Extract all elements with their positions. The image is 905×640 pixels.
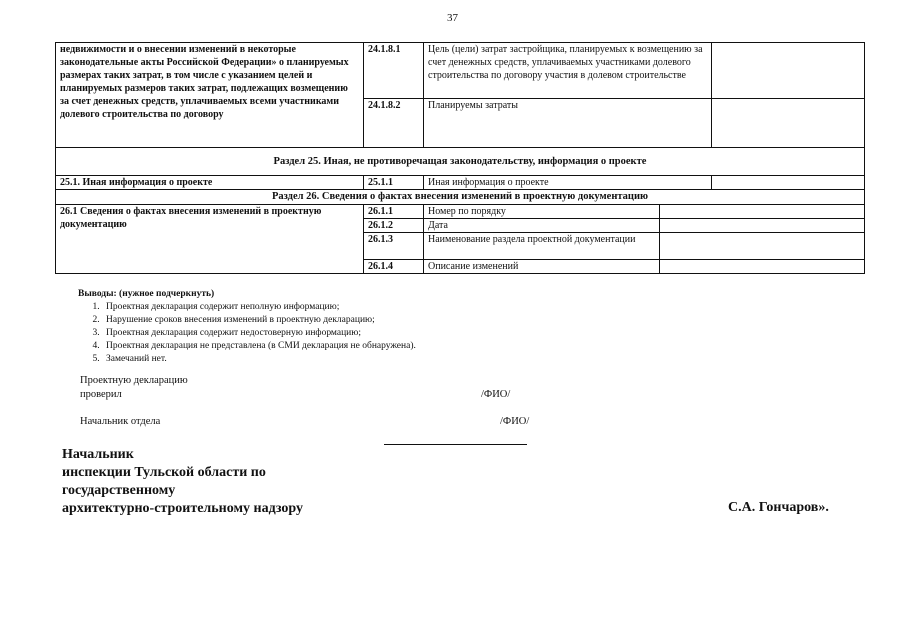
table-row <box>56 190 865 205</box>
value-cell <box>712 176 865 190</box>
table-row <box>56 176 865 190</box>
conclusion-item: 2. Нарушение сроков внесения изменений в проектную декларацию; <box>102 314 416 327</box>
checked-label-line2: проверил <box>80 389 122 400</box>
row-code: 26.1.3 <box>364 233 424 260</box>
section26-left-cell: 26.1 Сведения о фактах внесения изменений в проектную документацию <box>56 205 364 274</box>
row-text: Планируемы затраты <box>424 99 712 148</box>
row-code: 24.1.8.1 <box>364 43 424 99</box>
conclusion-item: 5. Замечаний нет. <box>102 353 416 366</box>
row-text: Дата <box>424 219 660 233</box>
chief-line: Начальник <box>62 447 134 462</box>
chief-line: государственному <box>62 483 176 498</box>
section25-header: Раздел 25. Иная, не противоречащая законодательству, информация о проекте <box>56 148 865 176</box>
row-text: Номер по порядку <box>424 205 660 219</box>
fio-placeholder-2: /ФИО/ <box>500 416 530 427</box>
value-cell <box>660 260 865 274</box>
row-text: Иная информация о проекте <box>424 176 712 190</box>
table-row <box>56 43 865 99</box>
fio-placeholder-1: /ФИО/ <box>481 389 511 400</box>
conclusion-item: 4. Проектная декларация не представлена (в СМИ декларация не обнаружена). <box>102 340 416 353</box>
value-cell <box>712 43 865 99</box>
value-cell <box>660 219 865 233</box>
dept-head-label: Начальник отдела <box>80 416 161 427</box>
table-row <box>56 205 865 219</box>
signature-line <box>384 444 527 445</box>
row-code: 25.1.1 <box>364 176 424 190</box>
chief-name: С.А. Гончаров». <box>728 500 829 515</box>
row-code: 26.1.2 <box>364 219 424 233</box>
section24-left-cell: недвижимости и о внесении изменений в некоторые законодательные акты Российской Федерации» о планируемых размерах таких затрат, в том числе с указанием целей и планируемых размеров таких затрат, подлежащих возмещению за счет денежных средств, уплачиваемых всеми участниками долевого строительства по договору <box>56 43 364 148</box>
conclusion-item: 1. Проектная декларация содержит неполную информацию; <box>102 301 416 314</box>
declaration-table <box>55 42 865 274</box>
page-number: 37 <box>447 12 458 24</box>
row-code: 26.1.1 <box>364 205 424 219</box>
checked-label-line1: Проектную декларацию <box>80 375 188 386</box>
chief-title-block <box>62 446 303 518</box>
table-row <box>56 148 865 176</box>
conclusions-title: Выводы: (нужное подчеркнуть) <box>78 289 215 299</box>
row-code: 24.1.8.2 <box>364 99 424 148</box>
row-text: Цель (цели) затрат застройщика, планируемых к возмещению за счет денежных средств, уплачиваемых участниками долевого строительства по договору участия в долевом строительстве <box>424 43 712 99</box>
value-cell <box>660 233 865 260</box>
row-text: Описание изменений <box>424 260 660 274</box>
value-cell <box>660 205 865 219</box>
row-text: Наименование раздела проектной документации <box>424 233 660 260</box>
conclusions-block <box>78 288 416 366</box>
chief-line: инспекции Тульской области по <box>62 465 266 480</box>
chief-line: архитектурно-строительному надзору <box>62 501 303 516</box>
value-cell <box>712 99 865 148</box>
row-code: 26.1.4 <box>364 260 424 274</box>
conclusion-item: 3. Проектная декларация содержит недостоверную информацию; <box>102 327 416 340</box>
section25-left-cell: 25.1. Иная информация о проекте <box>56 176 364 190</box>
section26-header: Раздел 26. Сведения о фактах внесения изменений в проектную документацию <box>56 190 865 205</box>
